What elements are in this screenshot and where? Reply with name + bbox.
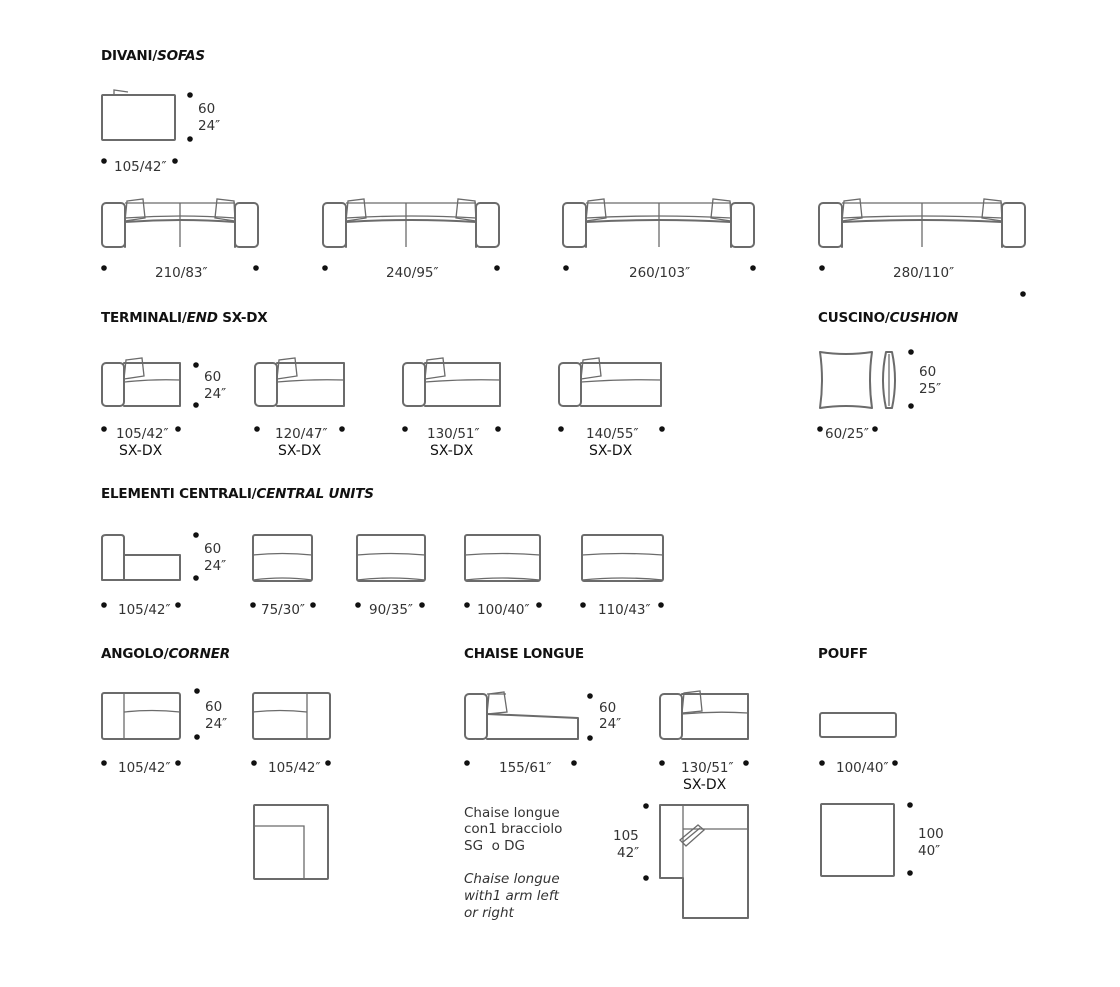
dim-dot	[175, 426, 181, 432]
dim-dot	[193, 575, 199, 581]
chaise-note-it-line-1: Chaise longue	[464, 805, 560, 821]
heading-chaise-longue: CHAISE LONGUE	[464, 646, 584, 662]
dim-dot	[355, 602, 361, 608]
chaise-depth-in: 24″	[599, 716, 622, 732]
sofa-module-depth-cm: 60	[198, 101, 216, 117]
central-depth-in: 24″	[204, 558, 227, 574]
dim-dot	[250, 602, 256, 608]
pouff-plan-depth-cm: 100	[918, 826, 944, 842]
dim-dot	[101, 265, 107, 271]
heading-pouff: POUFF	[818, 646, 868, 662]
sofa-240-width: 240/95″	[386, 265, 439, 281]
chaise-note-en-line-3: or right	[464, 905, 514, 921]
dim-dot	[325, 760, 331, 766]
dim-dot	[101, 158, 107, 164]
dim-dot	[193, 362, 199, 368]
dim-dot	[907, 802, 913, 808]
central-unit-100-drawing	[465, 535, 540, 581]
dim-dot	[253, 265, 259, 271]
dim-dot	[580, 602, 586, 608]
dim-dot	[494, 265, 500, 271]
sofa-260-width: 260/103″	[629, 265, 691, 281]
end-unit-105-width: 105/42″	[116, 426, 169, 442]
end-unit-140-drawing	[559, 358, 661, 406]
dim-dot	[908, 403, 914, 409]
corner-unit-right-width: 105/42″	[268, 760, 321, 776]
cushion-depth-cm: 60	[919, 364, 937, 380]
end-unit-105-code: SX-DX	[119, 443, 163, 459]
central-unit-90-width: 90/35″	[369, 602, 413, 618]
pouff-front-drawing	[820, 713, 896, 737]
dim-dot	[175, 760, 181, 766]
chaise-130-code: SX-DX	[683, 777, 727, 793]
dim-dot	[750, 265, 756, 271]
central-depth-cm: 60	[204, 541, 222, 557]
sofa-260-drawing	[563, 199, 754, 247]
end-unit-130-drawing	[403, 358, 500, 406]
dim-dot	[817, 426, 823, 432]
dim-dot	[658, 602, 664, 608]
chaise-155-width: 155/61″	[499, 760, 552, 776]
central-unit-75-width: 75/30″	[261, 602, 305, 618]
corner-depth-in: 24″	[205, 716, 228, 732]
chaise-155-drawing	[465, 692, 578, 739]
dim-dot	[101, 760, 107, 766]
dim-dot	[563, 265, 569, 271]
central-unit-90-drawing	[357, 535, 425, 581]
end-unit-130-width: 130/51″	[427, 426, 480, 442]
cushion-front-drawing	[820, 352, 872, 408]
chaise-plan-drawing	[660, 805, 748, 918]
pouff-width: 100/40″	[836, 760, 889, 776]
dim-dot	[172, 158, 178, 164]
dim-dot	[194, 688, 200, 694]
end-unit-105-drawing	[102, 358, 180, 406]
heading-cushion: CUSCINO/CUSHION	[818, 310, 958, 326]
dim-dot	[194, 734, 200, 740]
heading-sofas: DIVANI/SOFAS	[101, 48, 205, 64]
central-unit-100-width: 100/40″	[477, 602, 530, 618]
dim-dot	[907, 870, 913, 876]
dim-dot	[464, 602, 470, 608]
dim-dot	[643, 803, 649, 809]
pouff-plan-depth-in: 40″	[918, 843, 941, 859]
dim-dot	[254, 426, 260, 432]
dim-dot	[402, 426, 408, 432]
corner-unit-right-drawing	[253, 693, 330, 739]
dim-dot	[251, 760, 257, 766]
dim-dot	[339, 426, 345, 432]
dim-dot	[558, 426, 564, 432]
dim-dot	[571, 760, 577, 766]
sofa-module-depth-in: 24″	[198, 118, 221, 134]
central-unit-110-drawing	[582, 535, 663, 581]
heading-end-units: TERMINALI/END SX-DX	[101, 310, 268, 326]
cushion-width: 60/25″	[825, 426, 869, 442]
dim-dot	[587, 693, 593, 699]
dim-dot	[322, 265, 328, 271]
chaise-depth-cm: 60	[599, 700, 617, 716]
corner-unit-left-drawing	[102, 693, 180, 739]
chaise-note-en-line-2: with1 arm left	[464, 888, 559, 904]
end-unit-140-code: SX-DX	[589, 443, 633, 459]
central-unit-105-drawing	[102, 535, 180, 580]
chaise-note-en-line-1: Chaise longue	[464, 871, 560, 887]
sofa-280-width: 280/110″	[893, 265, 955, 281]
chaise-plan-depth-cm: 105	[613, 828, 639, 844]
end-unit-120-code: SX-DX	[278, 443, 322, 459]
end-unit-130-code: SX-DX	[430, 443, 474, 459]
heading-corner: ANGOLO/CORNER	[101, 646, 230, 662]
dim-dot	[310, 602, 316, 608]
end-unit-120-drawing	[255, 358, 344, 406]
cushion-depth-in: 25″	[919, 381, 942, 397]
dim-dot	[464, 760, 470, 766]
dim-dot	[101, 602, 107, 608]
end-unit-140-width: 140/55″	[586, 426, 639, 442]
dim-dot	[587, 735, 593, 741]
dim-dot	[495, 426, 501, 432]
sofa-module-width: 105/42″	[114, 159, 167, 175]
dim-dot	[643, 875, 649, 881]
dim-dot	[819, 265, 825, 271]
central-unit-110-width: 110/43″	[598, 602, 651, 618]
sofa-210-drawing	[102, 199, 258, 247]
dim-dot	[1020, 291, 1026, 297]
dim-dot	[892, 760, 898, 766]
central-unit-75-drawing	[253, 535, 312, 581]
dim-dot	[419, 602, 425, 608]
dim-dot	[872, 426, 878, 432]
dim-dot	[659, 760, 665, 766]
dim-dot	[819, 760, 825, 766]
dim-dot	[659, 426, 665, 432]
sofa-240-drawing	[323, 199, 499, 247]
corner-depth-cm: 60	[205, 699, 223, 715]
dim-dot	[908, 349, 914, 355]
end-units-depth-in: 24″	[204, 386, 227, 402]
dim-dot	[536, 602, 542, 608]
sofa-module-drawing	[102, 90, 175, 140]
cushion-side-drawing	[883, 352, 895, 408]
dim-dot	[187, 136, 193, 142]
chaise-130-drawing	[660, 691, 748, 739]
dim-dot	[187, 92, 193, 98]
chaise-plan-depth-in: 42″	[617, 845, 640, 861]
chaise-note-it-line-3: SG o DG	[464, 838, 526, 854]
end-unit-120-width: 120/47″	[275, 426, 328, 442]
chaise-130-width: 130/51″	[681, 760, 734, 776]
dim-dot	[743, 760, 749, 766]
heading-central-units: ELEMENTI CENTRALI/CENTRAL UNITS	[101, 486, 374, 502]
pouff-plan-drawing	[821, 804, 894, 876]
corner-plan-drawing	[254, 805, 328, 879]
corner-unit-left-width: 105/42″	[118, 760, 171, 776]
sofa-280-drawing	[819, 199, 1025, 247]
sofa-210-width: 210/83″	[155, 265, 208, 281]
dim-dot	[101, 426, 107, 432]
end-units-depth-cm: 60	[204, 369, 222, 385]
dim-dot	[175, 602, 181, 608]
dim-dot	[193, 402, 199, 408]
dim-dot	[193, 532, 199, 538]
central-unit-105-width: 105/42″	[118, 602, 171, 618]
chaise-note-it-line-2: con1 bracciolo	[464, 821, 563, 837]
